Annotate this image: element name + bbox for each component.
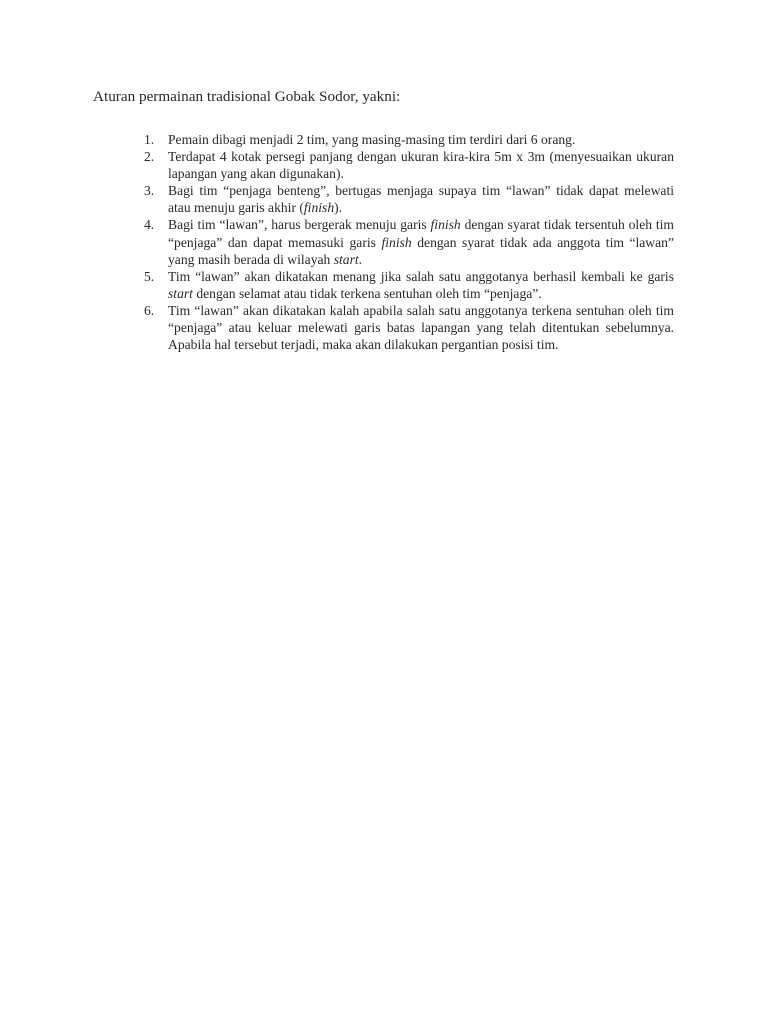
rule-text-segment: dengan syarat tidak ada anggota tim “lawan” yang masih berada di wilayah [168, 234, 674, 267]
intro-text: Aturan permainan tradisional Gobak Sodor, yakni: [93, 88, 401, 105]
rule-item [144, 302, 674, 353]
rule-text [168, 182, 674, 216]
rule-item [144, 216, 674, 267]
rule-item [144, 131, 674, 148]
rule-text-segment: Tim “lawan” akan dikatakan menang jika salah satu anggotanya berhasil kembali ke garis [168, 268, 674, 284]
rule-text-segment: ). [334, 200, 343, 216]
rules-list [144, 131, 674, 353]
rule-text [168, 131, 674, 148]
rule-number: 2. [144, 149, 155, 165]
rule-item [144, 148, 674, 182]
rule-italic-term: start [168, 285, 193, 301]
rule-text-segment: Bagi tim “lawan”, harus bergerak menuju garis [168, 217, 431, 233]
rule-text-segment: Terdapat 4 kotak persegi panjang dengan ukuran kira-kira 5m x 3m (menyesuaikan ukuran lapangan yang akan digunakan). [168, 149, 674, 182]
rule-text-segment: Tim “lawan” akan dikatakan kalah apabila salah satu anggotanya terkena sentuhan oleh tim “penjaga” atau keluar melewati garis batas lapangan yang telah ditentukan sebelumnya. Apabila hal tersebut terjadi, maka akan dilakukan pergantian posisi tim. [168, 302, 674, 353]
rule-text-segment: Pemain dibagi menjadi 2 tim, yang masing-masing tim terdiri dari 6 orang. [168, 132, 576, 147]
rule-text-segment: Bagi tim “penjaga benteng”, bertugas menjaga supaya tim “lawan” tidak dapat melewati atau menuju garis akhir ( [168, 183, 674, 216]
rule-italic-term: start [333, 251, 359, 267]
rule-italic-term: finish [430, 217, 461, 233]
rule-text [168, 302, 674, 353]
rule-item [144, 268, 674, 302]
rule-number: 4. [144, 217, 155, 233]
rule-number: 6. [144, 302, 155, 318]
rule-italic-term: finish [381, 234, 412, 250]
rule-item [144, 182, 674, 216]
rule-text [168, 268, 674, 302]
rule-number: 1. [144, 132, 155, 147]
rule-text-segment: dengan syarat tidak tersentuh oleh tim “penjaga” dan dapat memasuki garis [168, 217, 674, 250]
rule-italic-term: finish [303, 200, 335, 216]
rule-number: 3. [144, 183, 155, 199]
rule-text [168, 148, 674, 182]
rule-text-segment: . [358, 251, 363, 267]
rule-text-segment: dengan selamat atau tidak terkena sentuhan oleh tim “penjaga”. [192, 285, 542, 301]
rule-number: 5. [144, 268, 155, 284]
rule-text [168, 216, 674, 267]
